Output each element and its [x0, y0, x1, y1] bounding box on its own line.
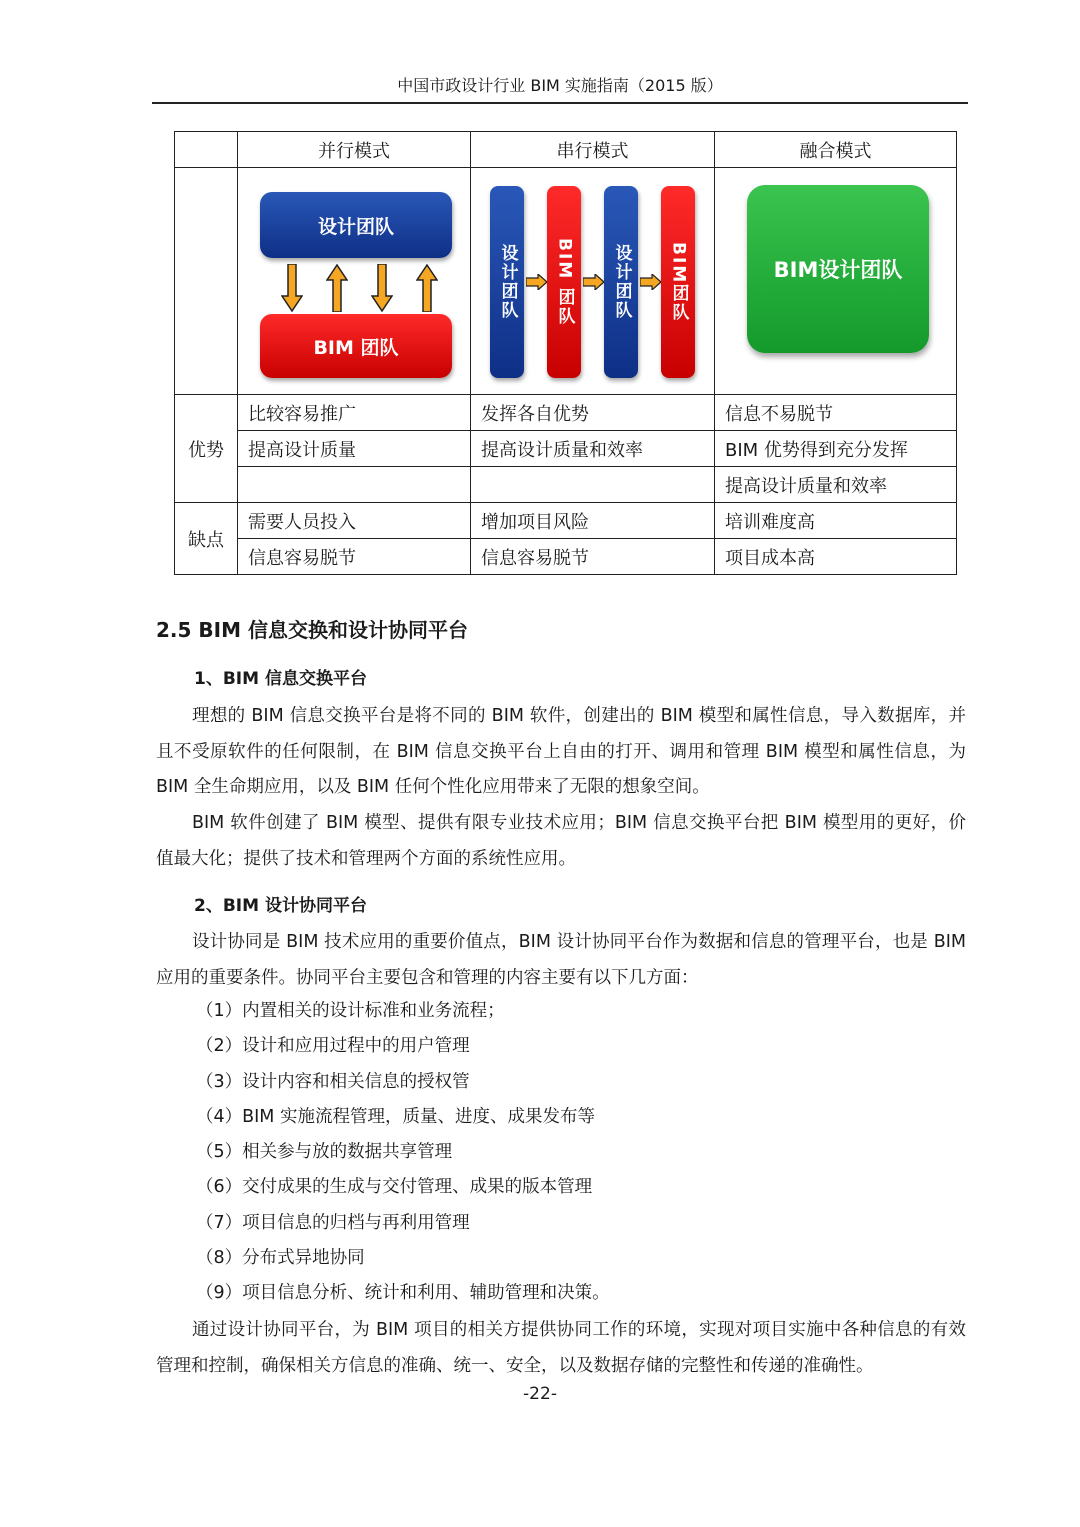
- table-cell: 培训难度高: [715, 503, 957, 539]
- disadvantages-row-2: [175, 539, 957, 575]
- arrow-up-icon: [416, 264, 438, 312]
- table-cell: 信息容易脱节: [238, 539, 471, 575]
- serial-diagram: [471, 168, 715, 395]
- arrow-down-icon: [281, 264, 303, 312]
- table-cell: 信息容易脱节: [471, 539, 715, 575]
- list-item: （8）分布式异地协同: [196, 1248, 365, 1269]
- diagram-label-cell: [175, 168, 238, 395]
- advantages-row-2: [175, 431, 957, 467]
- diagram-row: [175, 168, 957, 395]
- serial-design-team-box-1: 设计团队: [490, 186, 524, 378]
- table-cell: 提高设计质量和效率: [471, 431, 715, 467]
- header-cell-serial: 串行模式: [471, 132, 715, 168]
- header-cell-empty: [175, 132, 238, 168]
- table-cell: 提高设计质量和效率: [715, 467, 957, 503]
- disadvantages-label: 缺点: [175, 503, 238, 575]
- exchange-paragraph-2: BIM 软件创建了 BIM 模型、提供有限专业技术应用；BIM 信息交换平台把 BIM 模型用的更好，价值最大化；提供了技术和管理两个方面的系统性应用。: [156, 813, 966, 869]
- list-item: （6）交付成果的生成与交付管理、成果的版本管理: [196, 1177, 593, 1198]
- arrow-right-icon: [583, 274, 605, 290]
- table-cell: 发挥各自优势: [471, 395, 715, 431]
- collab-items-list: [196, 994, 610, 1312]
- table-cell: 信息不易脱节: [715, 395, 957, 431]
- list-item: （1）内置相关的设计标准和业务流程；: [196, 1001, 505, 1021]
- header-cell-parallel: 并行模式: [238, 132, 471, 168]
- arrow-up-icon: [326, 264, 348, 312]
- design-team-box: 设计团队: [260, 192, 452, 258]
- table-cell: 增加项目风险: [471, 503, 715, 539]
- serial-bim-team-box-1: BIM 团队: [547, 186, 581, 378]
- exchange-paragraph-1: 理想的 BIM 信息交换平台是将不同的 BIM 软件，创建出的 BIM 模型和属性信息，导入数据库，并且不受原软件的任何限制，在 BIM 信息交换平台上自由的打开、调用和管理 BIM 模型和属性信息，为 BIM 全生命期应用，以及 BIM 任何个性化应用带来了无限的想象空间。: [156, 706, 966, 797]
- table-cell: 项目成本高: [715, 539, 957, 575]
- collab-paragraph-1: 设计协同是 BIM 技术应用的重要价值点，BIM 设计协同平台作为数据和信息的管理平台，也是 BIM 应用的重要条件。协同平台主要包含和管理的内容主要有以下几方面：: [156, 932, 966, 988]
- bim-design-team-box: BIM设计团队: [747, 185, 929, 353]
- section-title: 2.5 BIM 信息交换和设计协同平台: [156, 618, 468, 642]
- list-item: （5）相关参与放的数据共享管理: [196, 1142, 453, 1163]
- list-item: （3）设计内容和相关信息的授权管: [196, 1071, 470, 1092]
- disadvantages-row-1: [175, 503, 957, 539]
- arrow-right-icon: [526, 274, 548, 290]
- parallel-diagram: [238, 168, 471, 395]
- subsection-title-collab: 2、BIM 设计协同平台: [194, 896, 367, 916]
- advantages-row-3: [175, 467, 957, 503]
- table-cell: 需要人员投入: [238, 503, 471, 539]
- list-item: （4）BIM 实施流程管理，质量、进度、成果发布等: [196, 1106, 595, 1127]
- list-item: （9）项目信息分析、统计和利用、辅助管理和决策。: [196, 1283, 610, 1304]
- table-cell: 提高设计质量: [238, 431, 471, 467]
- collab-paragraph-2: 通过设计协同平台，为 BIM 项目的相关方提供协同工作的环境，实现对项目实施中各种信息的有效管理和控制，确保相关方信息的准确、统一、安全，以及数据存储的完整性和传递的准确性。: [156, 1320, 966, 1376]
- arrow-right-icon: [640, 274, 662, 290]
- page-number: -22-: [523, 1384, 557, 1404]
- mode-comparison-table: [174, 131, 957, 575]
- table-cell: 比较容易推广: [238, 395, 471, 431]
- bim-team-box: BIM 团队: [260, 314, 452, 378]
- advantages-row-1: [175, 395, 957, 431]
- serial-bim-team-box-2: BIM团队: [661, 186, 695, 378]
- table-header-row: [175, 132, 957, 168]
- advantages-label: 优势: [175, 395, 238, 503]
- page-header: 中国市政设计行业 BIM 实施指南（2015 版）: [152, 74, 968, 104]
- arrow-down-icon: [371, 264, 393, 312]
- table-cell: [471, 467, 715, 503]
- list-item: （7）项目信息的归档与再利用管理: [196, 1212, 470, 1233]
- fused-diagram: [715, 168, 957, 395]
- header-cell-fused: 融合模式: [715, 132, 957, 168]
- subsection-title-exchange: 1、BIM 信息交换平台: [194, 669, 367, 689]
- serial-design-team-box-2: 设计团队: [604, 186, 638, 378]
- table-cell: [238, 467, 471, 503]
- table-cell: BIM 优势得到充分发挥: [715, 431, 957, 467]
- list-item: （2）设计和应用过程中的用户管理: [196, 1036, 470, 1057]
